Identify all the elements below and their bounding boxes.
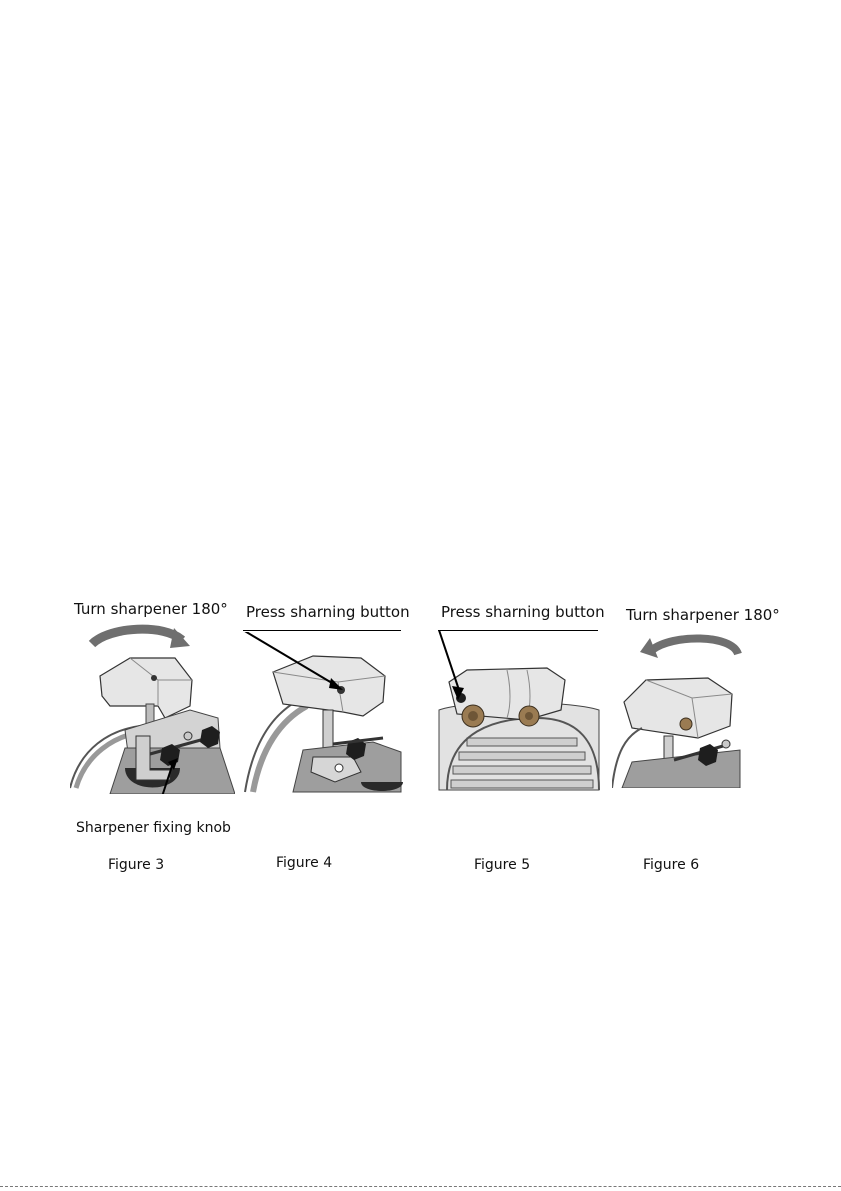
figure-6-illustration (612, 632, 742, 788)
figure-5-label: Press sharning button (441, 603, 605, 621)
figure-5-illustration (437, 630, 602, 792)
figure-6-caption: Figure 6 (643, 857, 700, 873)
figure-4-label-underline (243, 630, 401, 631)
figure-5-caption: Figure 5 (474, 857, 531, 873)
figure-4-illustration (243, 632, 408, 794)
rotate-arrow-icon (92, 628, 190, 648)
page-bottom-rule (0, 1186, 841, 1187)
rotate-arrow-icon (640, 638, 738, 658)
figure-3-caption: Figure 3 (108, 857, 165, 873)
figure-3-sublabel: Sharpener fixing knob (76, 820, 231, 836)
figure-4-label: Press sharning button (246, 603, 410, 621)
figure-4-caption: Figure 4 (276, 855, 333, 871)
figure-6-label: Turn sharpener 180° (626, 606, 780, 624)
figure-3-illustration (70, 618, 235, 794)
figure-3-label: Turn sharpener 180° (74, 600, 228, 618)
